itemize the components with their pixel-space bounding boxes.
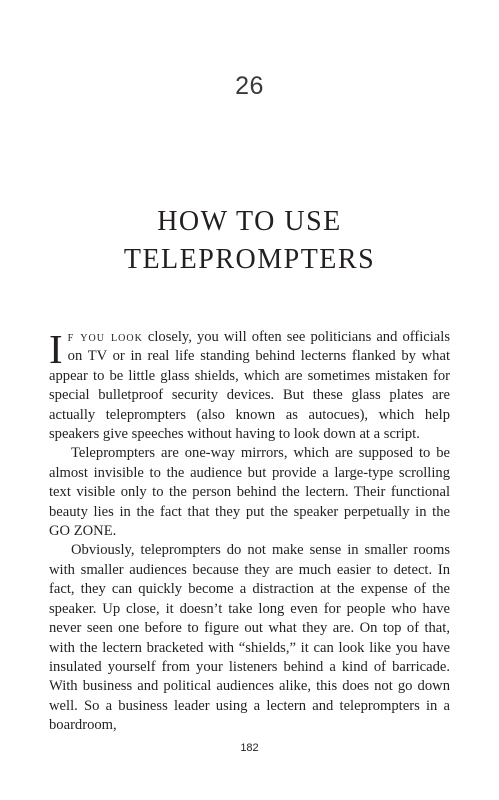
paragraph-1 xyxy=(49,328,450,444)
paragraph-1-text: closely, you will often see politicians and officials on TV or in real life standing behind lecterns flanked by what appear to be little glass shields, which are sometimes mistaken for special bulletproof security devices. But these glass plates are actually teleprompters (also known as autocues), which help speakers give speeches without having to look down at a script. xyxy=(49,329,451,443)
body-text xyxy=(49,328,450,736)
paragraph-3: Obviously, teleprompters do not make sense in smaller rooms with smaller audiences because they are much easier to detect. In fact, they can quickly become a distraction at the expense of the speaker. Up close, it doesn’t take long even for people who have never seen one before to figure out what they are. On top of that, with the lectern bracketed with “shields,” it can look like you have insulated yourself from your listeners behind a kind of barricade. With business and political audiences alike, this does not go down well. So a business leader using a lectern and teleprompters in a boardroom, xyxy=(49,542,450,734)
lead-in-smallcaps: f you look xyxy=(67,329,143,345)
paragraph-2: Teleprompters are one-way mirrors, which are supposed to be almost invisible to the audience but provide a large-type scrolling text visible only to the person behind the lectern. Their functional beauty lies in the fact that they put the speaker perpetually in the GO ZONE. xyxy=(49,445,450,540)
chapter-number: 26 xyxy=(235,72,264,100)
drop-cap: I xyxy=(49,326,63,372)
chapter-title-line-1: HOW TO USE xyxy=(157,206,342,237)
page-number: 182 xyxy=(240,742,259,754)
chapter-title-line-2: TELEPROMPTERS xyxy=(123,244,376,275)
chapter-title xyxy=(0,203,499,279)
